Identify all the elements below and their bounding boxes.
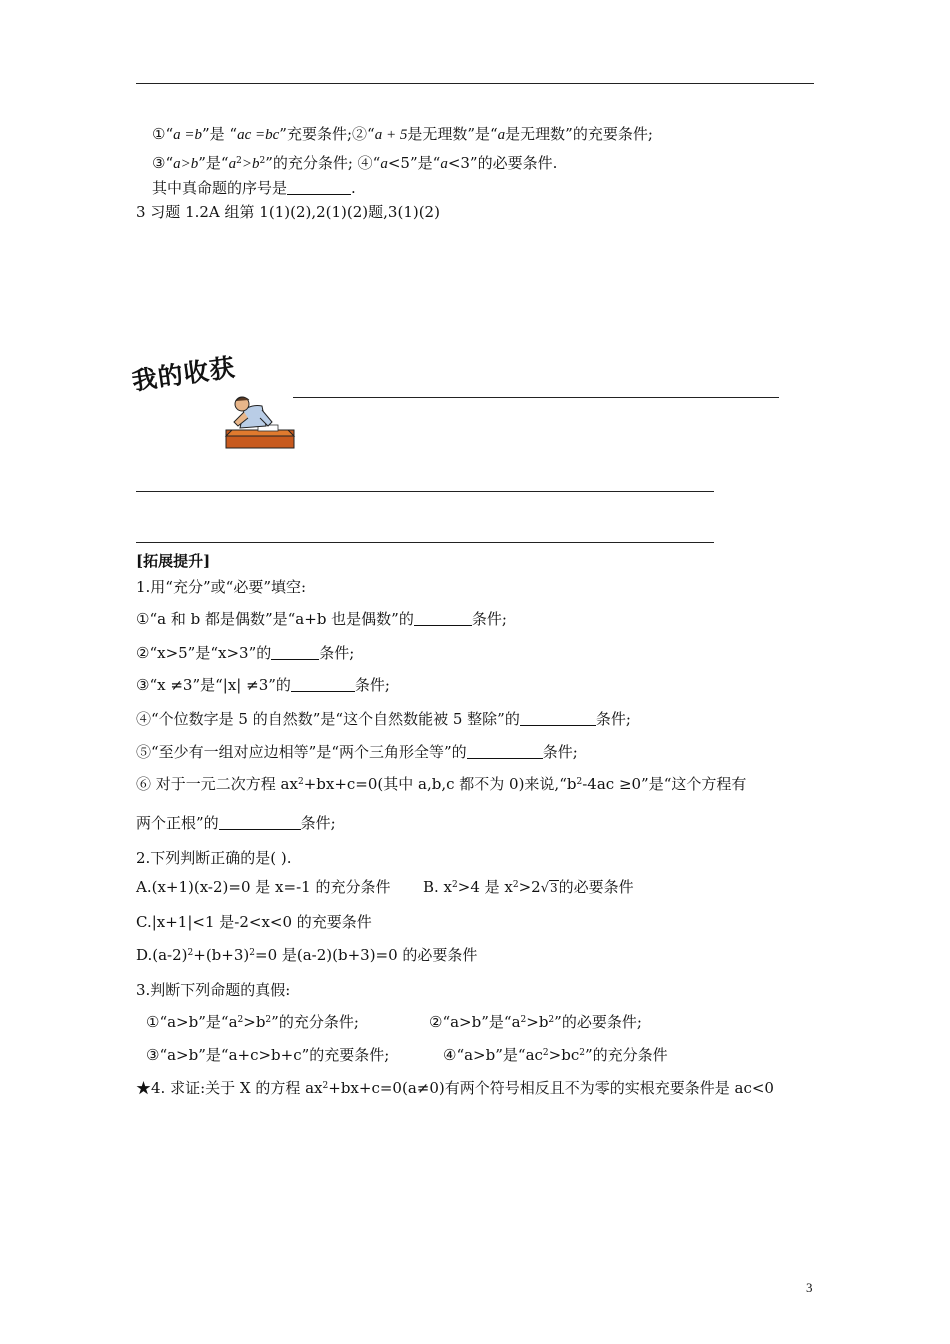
q2-option-b: B. $x^2>4$ 是 $x^2>2√3$的必要条件	[423, 878, 634, 896]
harvest-title: 我的收获	[130, 352, 238, 396]
answer-blank[interactable]	[291, 676, 355, 692]
q1-item-6-cont: 两个正根”的 条件;	[136, 814, 336, 832]
q3-item-4: ④“a>b”是“$ac^2>bc^2$”的充分条件	[443, 1046, 668, 1064]
answer-blank[interactable]	[219, 814, 301, 830]
extension-heading: [拓展提升]	[136, 552, 211, 570]
q1-item-3: ③“x ≠3”是“|x| ≠3”的 条件;	[136, 676, 390, 694]
q3-item-3: ③“a>b”是“a+c>b+c”的充要条件;	[146, 1046, 390, 1064]
q2-option-d: $D.(a-2)^2+(b+3)^2=0$ 是(a-2)(b+3)=0 的必要条件	[136, 946, 478, 964]
answer-blank[interactable]	[271, 644, 319, 660]
page-number: 3	[806, 1280, 813, 1295]
q2-option-a: A.(x+1)(x-2)=0 是 x=-1 的充分条件	[136, 878, 391, 896]
q3-item-2: ②“a>b”是“$a^2>b^2$”的必要条件;	[429, 1013, 642, 1031]
statement-line-3: 其中真命题的序号是 .	[152, 179, 356, 197]
harvest-line-1[interactable]	[293, 397, 779, 398]
answer-blank[interactable]	[414, 610, 472, 626]
q1-item-5: ⑤“至少有一组对应边相等”是“两个三角形全等”的 条件;	[136, 743, 578, 761]
q1-item-6: ⑥ 对于一元二次方程 $ax^2+bx+c=0$(其中 a,b,c 都不为 0)来说$,“b^2-4ac \ge 0$”是“这个方程有	[136, 775, 747, 793]
statement-line-1: ①“a =b”是 “ac =bc”充要条件;②“a + 5是无理数”是“a是无理数”的充要条件;	[152, 125, 653, 143]
answer-blank[interactable]	[520, 710, 596, 726]
q1-item-4: ④“个位数字是 5 的自然数”是“这个自然数能被 5 整除”的 条件;	[136, 710, 631, 728]
q3-item-1: ①“a>b”是“$a^2>b^2$”的充分条件;	[146, 1013, 359, 1031]
q2-option-c: C.|x+1|<1 是-2<x<0 的充要条件	[136, 913, 372, 931]
q1-item-2: ②“x>5”是“x>3”的 条件;	[136, 644, 355, 662]
question-3-intro: 3.判断下列命题的真假:	[136, 981, 291, 999]
question-4: ★4. 求证:关于 X 的方程 $ax^2+bx+c=0(a\ne 0)$有两个符号相反且不为零的实根充要条件是 ac<0	[136, 1079, 774, 1097]
answer-blank[interactable]	[467, 743, 543, 759]
question-1-intro: 1.用“充分”或“必要”填空:	[136, 578, 307, 596]
harvest-line-3[interactable]	[136, 542, 714, 543]
statement-line-2: ③“a>b”是“$a^2>b^2$”的充分条件; ④“a<5”是“a<3”的必要条件.	[152, 154, 558, 172]
question-2-intro: 2.下列判断正确的是( ).	[136, 849, 292, 867]
thinking-student-icon	[222, 392, 298, 450]
answer-blank[interactable]	[287, 179, 351, 195]
homework-line: 3 习题 1.2A 组第 1(1)(2),2(1)(2)题,3(1)(2)	[136, 203, 440, 221]
harvest-line-2[interactable]	[136, 491, 714, 492]
q1-item-1: ①“a 和 b 都是偶数”是“a+b 也是偶数”的 条件;	[136, 610, 507, 628]
header-rule	[136, 83, 814, 84]
